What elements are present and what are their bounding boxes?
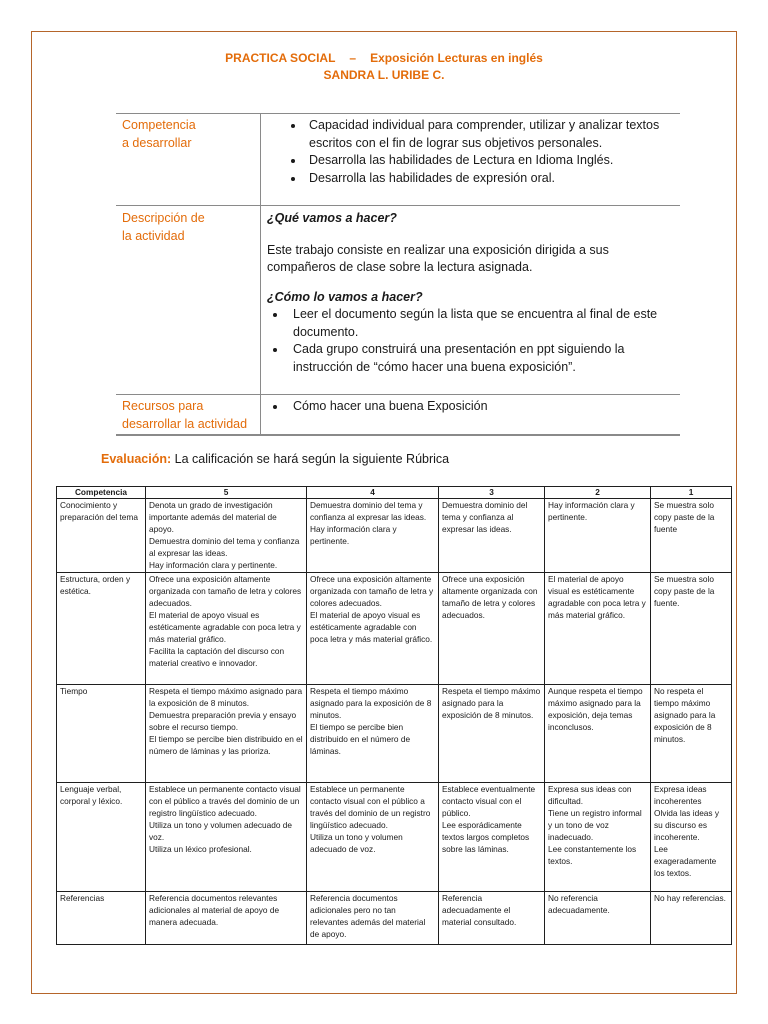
table-cell (545, 892, 651, 945)
row-competencia (116, 114, 680, 206)
cell-text: Referencias (60, 893, 105, 903)
table-cell (57, 892, 146, 945)
table-cell (146, 573, 307, 685)
cell-text: Tiempo (60, 686, 88, 696)
cell-text: Establece un permanente contacto visual con el público a través del dominio de un registro lingüístico adecuado. Utiliza un tono y volumen adecuado de voz. Utiliza un léxico profesional. (149, 784, 301, 854)
list-item: • Desarrolla las habilidades de Lectura en Idioma Inglés. (305, 152, 674, 170)
cell-text: Demuestra dominio del tema y confianza al expresar las ideas. Hay información clara y pertinente. (310, 500, 427, 546)
cell-text: No referencia adecuadamente. (548, 893, 610, 915)
table-cell (57, 783, 146, 892)
table-row (57, 892, 732, 945)
cell-text: Ofrece una exposición altamente organizada con tamaño de letra y colores adecuados. (442, 574, 538, 620)
question-heading: ¿Cómo lo vamos a hacer? (267, 289, 423, 304)
title-part: PRACTICA SOCIAL (225, 51, 336, 65)
header-cell: 5 (146, 487, 307, 499)
table-cell (651, 573, 732, 685)
cell-text: Establece un permanente contacto visual con el público a través del dominio de un registro lingüístico adecuado. Utiliza un tono y volumen adecuado de voz. (310, 784, 431, 854)
cell-text: Establece eventualmente contacto visual con el público. Lee esporádicamente textos largos completos sobre las láminas. (442, 784, 536, 854)
cell-text: No respeta el tiempo máximo asignado para la exposición de 8 minutos. (654, 686, 716, 744)
cell-text: Referencia documentos adicionales pero no tan relevantes además del material de apoyo. (310, 893, 426, 939)
cell-text: Referencia documentos relevantes adicionales al material de apoyo de manera adecuada. (149, 893, 280, 927)
label-descripcion (116, 206, 261, 395)
cell-text: Se muestra solo copy paste de la fuente (654, 500, 715, 534)
cell-text: Referencia adecuadamente el material consultado. (442, 893, 517, 927)
table-cell (146, 892, 307, 945)
table-cell (57, 685, 146, 783)
list-item: • Cada grupo construirá una presentación en ppt siguiendo la instrucción de “cómo hacer una buena exposición”. (287, 341, 674, 376)
table-cell (545, 685, 651, 783)
header-cell: Competencia (57, 487, 146, 499)
description-paragraph: Este trabajo consiste en realizar una exposición dirigida a sus compañeros de clase sobre la lectura asignada. (267, 242, 609, 274)
table-row (57, 499, 732, 573)
rubric-table (56, 486, 732, 945)
list-item: • Capacidad individual para comprender, utilizar y analizar textos escritos con el fin de lograr sus objetivos personales. (305, 117, 674, 152)
rubric-header-row (57, 487, 732, 499)
document-title (0, 51, 768, 65)
list-item: • Leer el documento según la lista que se encuentra al final de este documento. (287, 306, 674, 341)
cell-text: El material de apoyo visual es estéticamente agradable con poca letra y más material gráfico. (548, 574, 646, 620)
table-row (57, 685, 732, 783)
title-dash: – (349, 51, 357, 65)
title-subject: Exposición Lecturas en inglés (370, 51, 543, 65)
table-cell (307, 573, 439, 685)
cell-text: Hay información clara y pertinente. (548, 500, 635, 522)
table-cell (307, 892, 439, 945)
cell-text: Ofrece una exposición altamente organizada con tamaño de letra y colores adecuados. El material de apoyo visual es estéticamente agradable con poca letra y más material gráfico. Facilita la captación del discurso con material creativo e innovador. (149, 574, 302, 668)
table-cell (651, 685, 732, 783)
table-cell (57, 499, 146, 573)
cell-text: Conocimiento y preparación del tema (60, 500, 138, 522)
author-name: SANDRA L. URIBE C. (323, 68, 445, 82)
cell-text: Ofrece una exposición altamente organizada con tamaño de letra y colores adecuados. El material de apoyo visual es estéticamente agradable con poca letra y más material gráfico. (310, 574, 434, 644)
competencia-list (267, 117, 674, 187)
question-heading: ¿Qué vamos a hacer? (267, 211, 397, 225)
header-cell: 4 (307, 487, 439, 499)
table-cell (545, 499, 651, 573)
cell-text: Respeta el tiempo máximo asignado para la exposición de 8 minutos. Demuestra preparación previa y ensayo sobre el recurso tiempo. El tiempo se percibe bien distribuido en el número de láminas y las prioriza. (149, 686, 303, 756)
cell-text: Se muestra solo copy paste de la fuente. (654, 574, 715, 608)
label-recursos (116, 395, 261, 436)
table-cell (545, 783, 651, 892)
list-item: • Cómo hacer una buena Exposición (287, 398, 674, 416)
table-cell (439, 499, 545, 573)
cell-text: Expresa ideas incoherentes Olvida las ideas y su discurso es incoherente. Lee exageradamente los textos. (654, 784, 720, 878)
cell-text: Demuestra dominio del tema y confianza al expresar las ideas. (442, 500, 528, 534)
cell-text: Respeta el tiempo máximo asignado para la exposición de 8 minutos. (442, 686, 541, 720)
header-cell: 1 (651, 487, 732, 499)
table-cell (439, 685, 545, 783)
row-recursos (116, 395, 680, 436)
table-cell (307, 685, 439, 783)
list-item: • Desarrolla las habilidades de expresión oral. (305, 170, 674, 188)
table-cell (439, 783, 545, 892)
content-recursos (261, 395, 681, 436)
row-descripcion (116, 206, 680, 395)
table-cell (307, 783, 439, 892)
table-cell (651, 892, 732, 945)
cell-text: Respeta el tiempo máximo asignado para la exposición de 8 minutos. El tiempo se percibe bien distribuido en el número de láminas. (310, 686, 432, 756)
label-text: Descripción de la actividad (122, 211, 205, 243)
table-cell (57, 573, 146, 685)
table-row (57, 573, 732, 685)
evaluation-text: La calificación se hará según la siguiente Rúbrica (174, 452, 450, 466)
cell-text: Expresa sus ideas con dificultad. Tiene un registro informal y un tono de voz inadecuado. Lee constantemente los textos. (548, 784, 642, 866)
resources-list (267, 398, 674, 416)
label-competencia (116, 114, 261, 206)
cell-text: Denota un grado de investigación importante además del material de apoyo. Demuestra dominio del tema y confianza al expresar las ideas. Hay información clara y pertinente. (149, 500, 300, 570)
header-cell: 2 (545, 487, 651, 499)
table-cell (545, 573, 651, 685)
header-cell: 3 (439, 487, 545, 499)
table-cell (146, 783, 307, 892)
content-competencia (261, 114, 681, 206)
table-cell (439, 892, 545, 945)
table-cell (146, 499, 307, 573)
table-cell (651, 783, 732, 892)
cell-text: Aunque respeta el tiempo máximo asignado para la exposición, deja temas inconclusos. (548, 686, 643, 732)
cell-text: Lenguaje verbal, corporal y léxico. (60, 784, 123, 806)
activity-table (116, 113, 680, 436)
cell-text: No hay referencias. (654, 893, 726, 903)
evaluation-line (101, 452, 449, 466)
content-descripcion (261, 206, 681, 395)
label-text: Competencia a desarrollar (122, 118, 196, 150)
table-cell (651, 499, 732, 573)
table-cell (439, 573, 545, 685)
steps-list (267, 306, 674, 376)
table-cell (307, 499, 439, 573)
table-cell (146, 685, 307, 783)
table-row (57, 783, 732, 892)
evaluation-label: Evaluación: (101, 452, 172, 466)
label-text: Recursos para desarrollar la actividad (122, 399, 248, 431)
cell-text: Estructura, orden y estética. (60, 574, 131, 596)
